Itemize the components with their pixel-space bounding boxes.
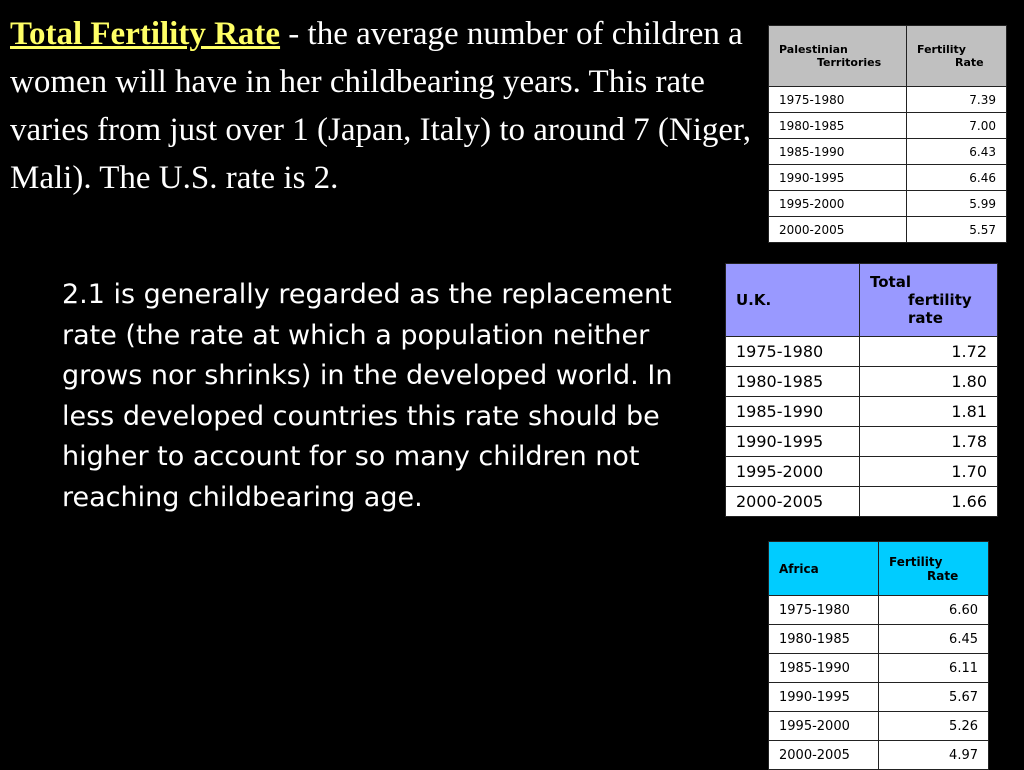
header-line: Territories: [817, 56, 882, 69]
table-row: [726, 337, 998, 367]
header-rate: [907, 26, 1007, 87]
rate-cell: 7.39: [907, 87, 1007, 113]
period-cell: 1985-1990: [769, 654, 879, 683]
period-cell: 1990-1995: [769, 683, 879, 712]
table-row: [769, 596, 989, 625]
period-cell: 1995-2000: [769, 191, 907, 217]
table-row: [769, 654, 989, 683]
rate-cell: 5.57: [907, 217, 1007, 243]
period-cell: 1975-1980: [726, 337, 860, 367]
rate-cell: 5.26: [879, 712, 989, 741]
table-row: [726, 367, 998, 397]
table-row: [726, 397, 998, 427]
table-row: [769, 139, 1007, 165]
table-row: [769, 191, 1007, 217]
header-line: U.K.: [736, 291, 772, 309]
period-cell: 2000-2005: [769, 741, 879, 770]
period-cell: 1985-1990: [726, 397, 860, 427]
table-row: [726, 487, 998, 517]
rate-cell: 1.80: [860, 367, 998, 397]
period-cell: 1990-1995: [769, 165, 907, 191]
rate-cell: 1.72: [860, 337, 998, 367]
table-row: [726, 427, 998, 457]
africa-fertility-table: [768, 541, 989, 770]
header-line: rate: [908, 309, 943, 327]
rate-cell: 5.67: [879, 683, 989, 712]
replacement-rate-paragraph: 2.1 is generally regarded as the replacement rate (the rate at which a population neither grows nor shrinks) in the developed world. In less developed countries this rate should be higher to account for so many children not reaching childbearing age.: [62, 279, 673, 513]
rate-cell: 1.78: [860, 427, 998, 457]
table-header-row: [769, 542, 989, 596]
header-line: Fertility: [889, 554, 943, 569]
header-line: Palestinian: [779, 43, 848, 56]
header-region: [769, 542, 879, 596]
period-cell: 1980-1985: [769, 625, 879, 654]
header-region: [726, 264, 860, 337]
rate-cell: 1.66: [860, 487, 998, 517]
table-header-row: [769, 26, 1007, 87]
rate-cell: 5.99: [907, 191, 1007, 217]
header-line: Fertility: [917, 43, 966, 56]
period-cell: 2000-2005: [726, 487, 860, 517]
table-row: [769, 165, 1007, 191]
rate-cell: 7.00: [907, 113, 1007, 139]
header-line: Rate: [955, 56, 984, 69]
header-line: fertility: [908, 291, 972, 309]
rate-cell: 6.45: [879, 625, 989, 654]
rate-cell: 4.97: [879, 741, 989, 770]
period-cell: 1985-1990: [769, 139, 907, 165]
rate-cell: 1.81: [860, 397, 998, 427]
rate-cell: 6.43: [907, 139, 1007, 165]
period-cell: 1990-1995: [726, 427, 860, 457]
table-row: [769, 683, 989, 712]
table-row: [769, 217, 1007, 243]
period-cell: 1995-2000: [769, 712, 879, 741]
rate-cell: 6.46: [907, 165, 1007, 191]
table-row: [726, 457, 998, 487]
table-row: [769, 712, 989, 741]
header-line: Africa: [779, 561, 819, 576]
rate-cell: 6.60: [879, 596, 989, 625]
period-cell: 1975-1980: [769, 596, 879, 625]
rate-cell: 1.70: [860, 457, 998, 487]
table-row: [769, 87, 1007, 113]
period-cell: 2000-2005: [769, 217, 907, 243]
rate-cell: 6.11: [879, 654, 989, 683]
header-line: Rate: [927, 568, 959, 583]
period-cell: 1980-1985: [769, 113, 907, 139]
header-line: Total: [870, 273, 911, 291]
header-region: [769, 26, 907, 87]
period-cell: 1980-1985: [726, 367, 860, 397]
header-rate: [879, 542, 989, 596]
definition-term: Total Fertility Rate: [10, 16, 281, 52]
header-rate: [860, 264, 998, 337]
table-row: [769, 741, 989, 770]
palestinian-fertility-table: [768, 25, 1007, 243]
definition-text: - the average number of children a women will have in her childbearing years. This rate varies from just over 1 (Japan, Italy) to around 7 (Niger, Mali). The U.S. rate is 2.: [10, 16, 751, 196]
period-cell: 1975-1980: [769, 87, 907, 113]
table-row: [769, 625, 989, 654]
table-row: [769, 113, 1007, 139]
table-header-row: [726, 264, 998, 337]
period-cell: 1995-2000: [726, 457, 860, 487]
uk-fertility-table: [725, 263, 998, 517]
definition-paragraph: [10, 10, 760, 202]
